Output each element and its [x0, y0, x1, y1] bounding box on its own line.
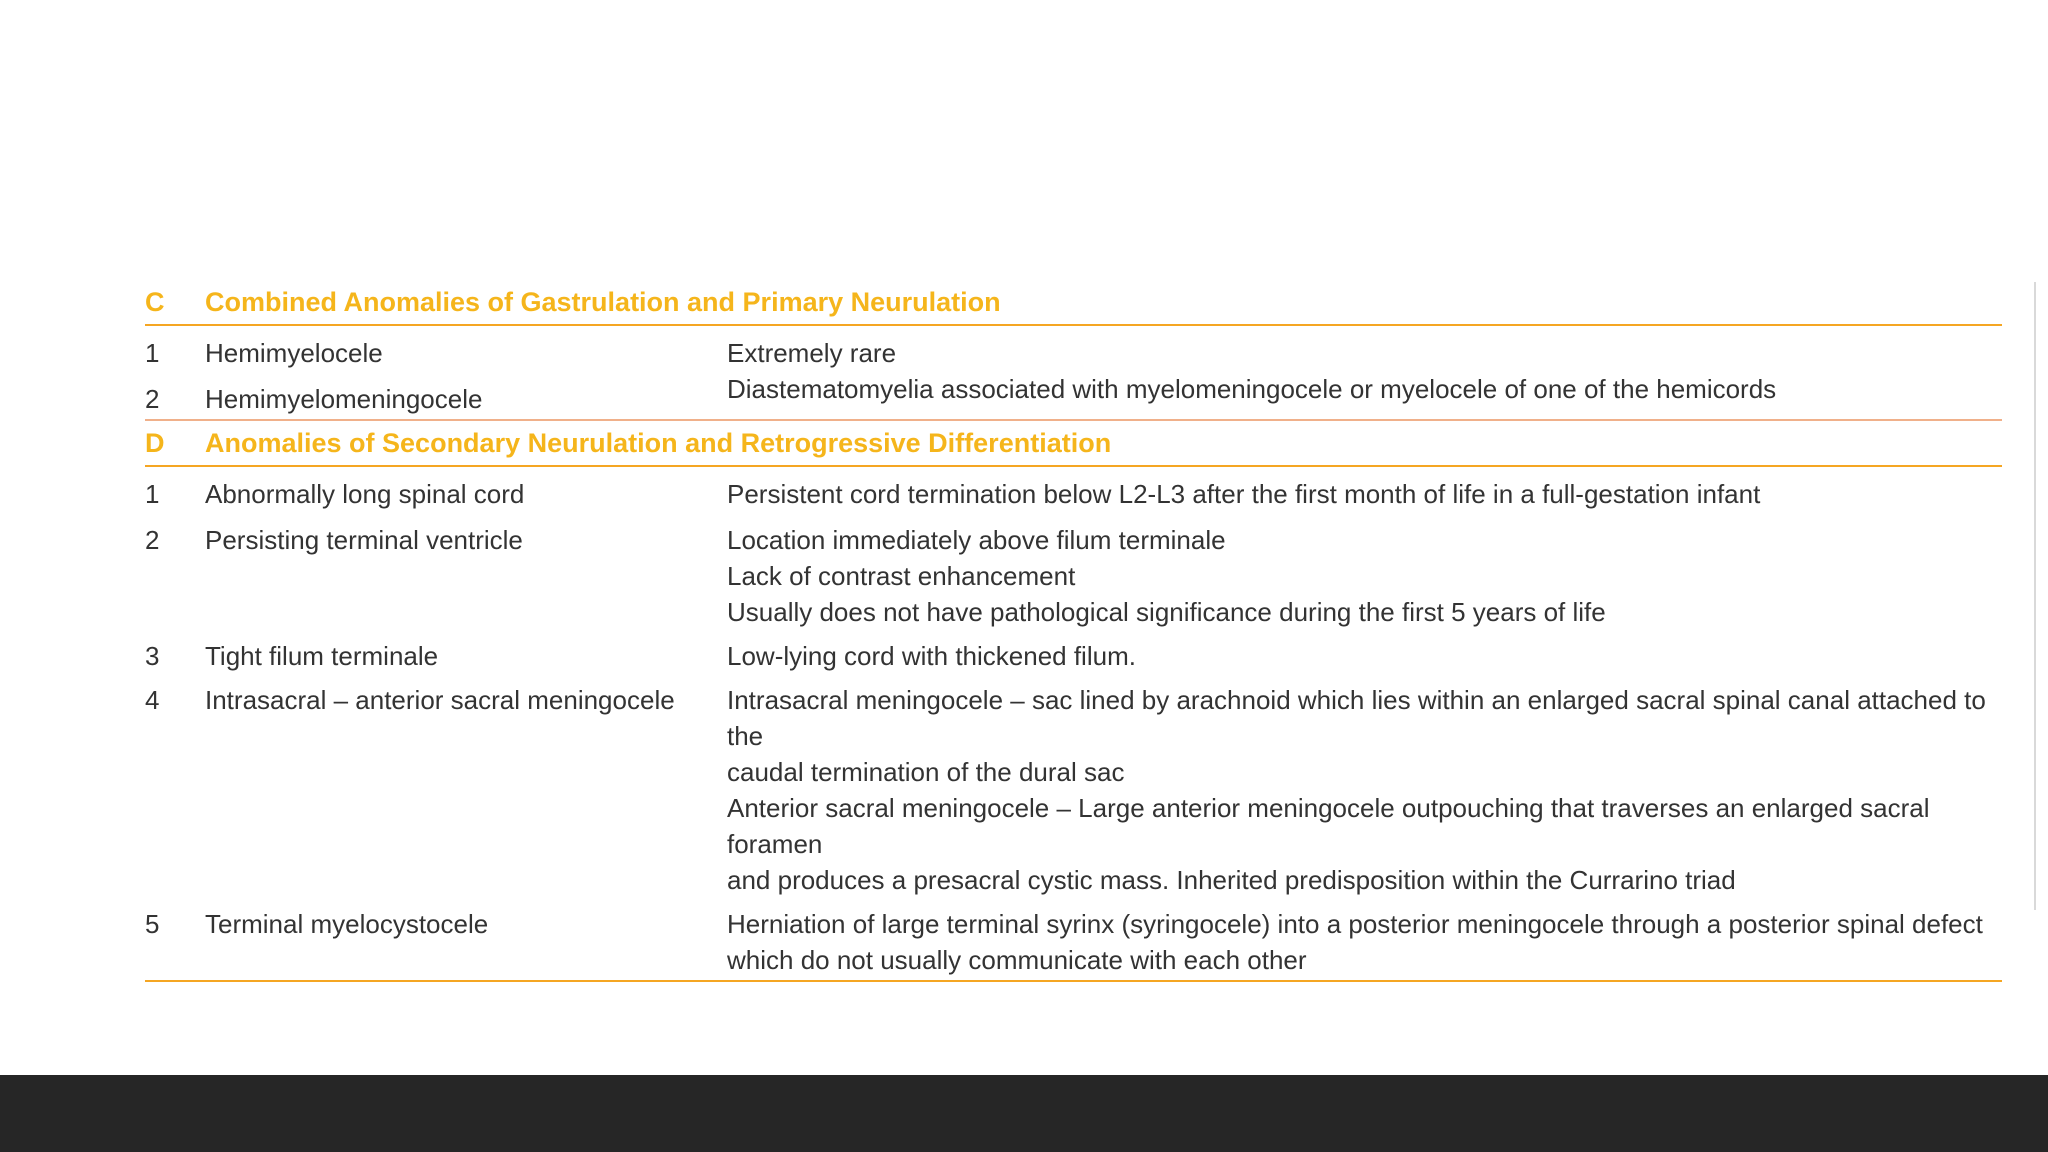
row-number: 5: [145, 909, 160, 939]
table-row: [145, 906, 2002, 980]
table-row: [145, 682, 2002, 906]
row-term: Tight filum terminale: [205, 641, 439, 671]
row-description: [727, 522, 2002, 630]
table-row: [145, 467, 2002, 522]
row-term: Terminal myelocystocele: [205, 909, 489, 939]
description-line: Location immediately above filum terminale: [727, 525, 1226, 555]
table-row: [145, 371, 2002, 419]
row-description: [727, 476, 2002, 512]
section-letter: D: [145, 428, 165, 458]
row-term: Hemimyelomeningocele: [205, 384, 483, 414]
row-description: [727, 638, 2002, 674]
row-number: 4: [145, 685, 160, 715]
description-line: and produces a presacral cystic mass. Inherited predisposition within the Currarino triad: [727, 865, 1736, 895]
section-title: Combined Anomalies of Gastrulation and Primary Neurulation: [205, 287, 1001, 317]
section-letter: C: [145, 287, 165, 317]
description-line: Extremely rare: [727, 338, 897, 368]
table-row: [145, 326, 2002, 371]
row-number: 2: [145, 384, 160, 414]
description-line: Anterior sacral meningocele – Large anterior meningocele outpouching that traverses an enlarged sacral foramen: [727, 793, 1930, 859]
anomalies-table: [145, 280, 2002, 982]
description-line: Usually does not have pathological significance during the first 5 years of life: [727, 597, 1606, 627]
section-title: Anomalies of Secondary Neurulation and Retrogressive Differentiation: [205, 428, 1112, 458]
row-description: [727, 335, 2002, 371]
description-line: Herniation of large terminal syrinx (syringocele) into a posterior meningocele through a posterior spinal defect: [727, 909, 1983, 939]
row-term: Persisting terminal ventricle: [205, 525, 523, 555]
description-line: which do not usually communicate with each other: [727, 945, 1307, 975]
row-description: [727, 906, 2002, 978]
row-description: [727, 682, 2002, 898]
description-line: Intrasacral meningocele – sac lined by arachnoid which lies within an enlarged sacral spinal canal attached to the: [727, 685, 1986, 751]
description-line: Low-lying cord with thickened filum.: [727, 641, 1136, 671]
section-body-c: [145, 326, 2002, 421]
row-term: Abnormally long spinal cord: [205, 479, 525, 509]
description-line: Diastematomyelia associated with myelomeningocele or myelocele of one of the hemicords: [727, 374, 1777, 404]
row-number: 1: [145, 479, 160, 509]
presentation-footer-bar: [0, 1075, 2048, 1152]
slide-edge-divider: [2034, 282, 2036, 910]
row-term: Intrasacral – anterior sacral meningocele: [205, 685, 675, 715]
section-body-d: [145, 467, 2002, 982]
row-number: 2: [145, 525, 160, 555]
description-line: Lack of contrast enhancement: [727, 561, 1076, 591]
table-row: [145, 522, 2002, 638]
row-number: 1: [145, 338, 160, 368]
description-line: Persistent cord termination below L2-L3 after the first month of life in a full-gestation infant: [727, 479, 1761, 509]
row-description: [727, 371, 2002, 417]
section-header-d: [145, 421, 2002, 467]
description-line: caudal termination of the dural sac: [727, 757, 1125, 787]
table-row: [145, 638, 2002, 682]
row-term: Hemimyelocele: [205, 338, 383, 368]
row-number: 3: [145, 641, 160, 671]
section-header-c: [145, 280, 2002, 326]
